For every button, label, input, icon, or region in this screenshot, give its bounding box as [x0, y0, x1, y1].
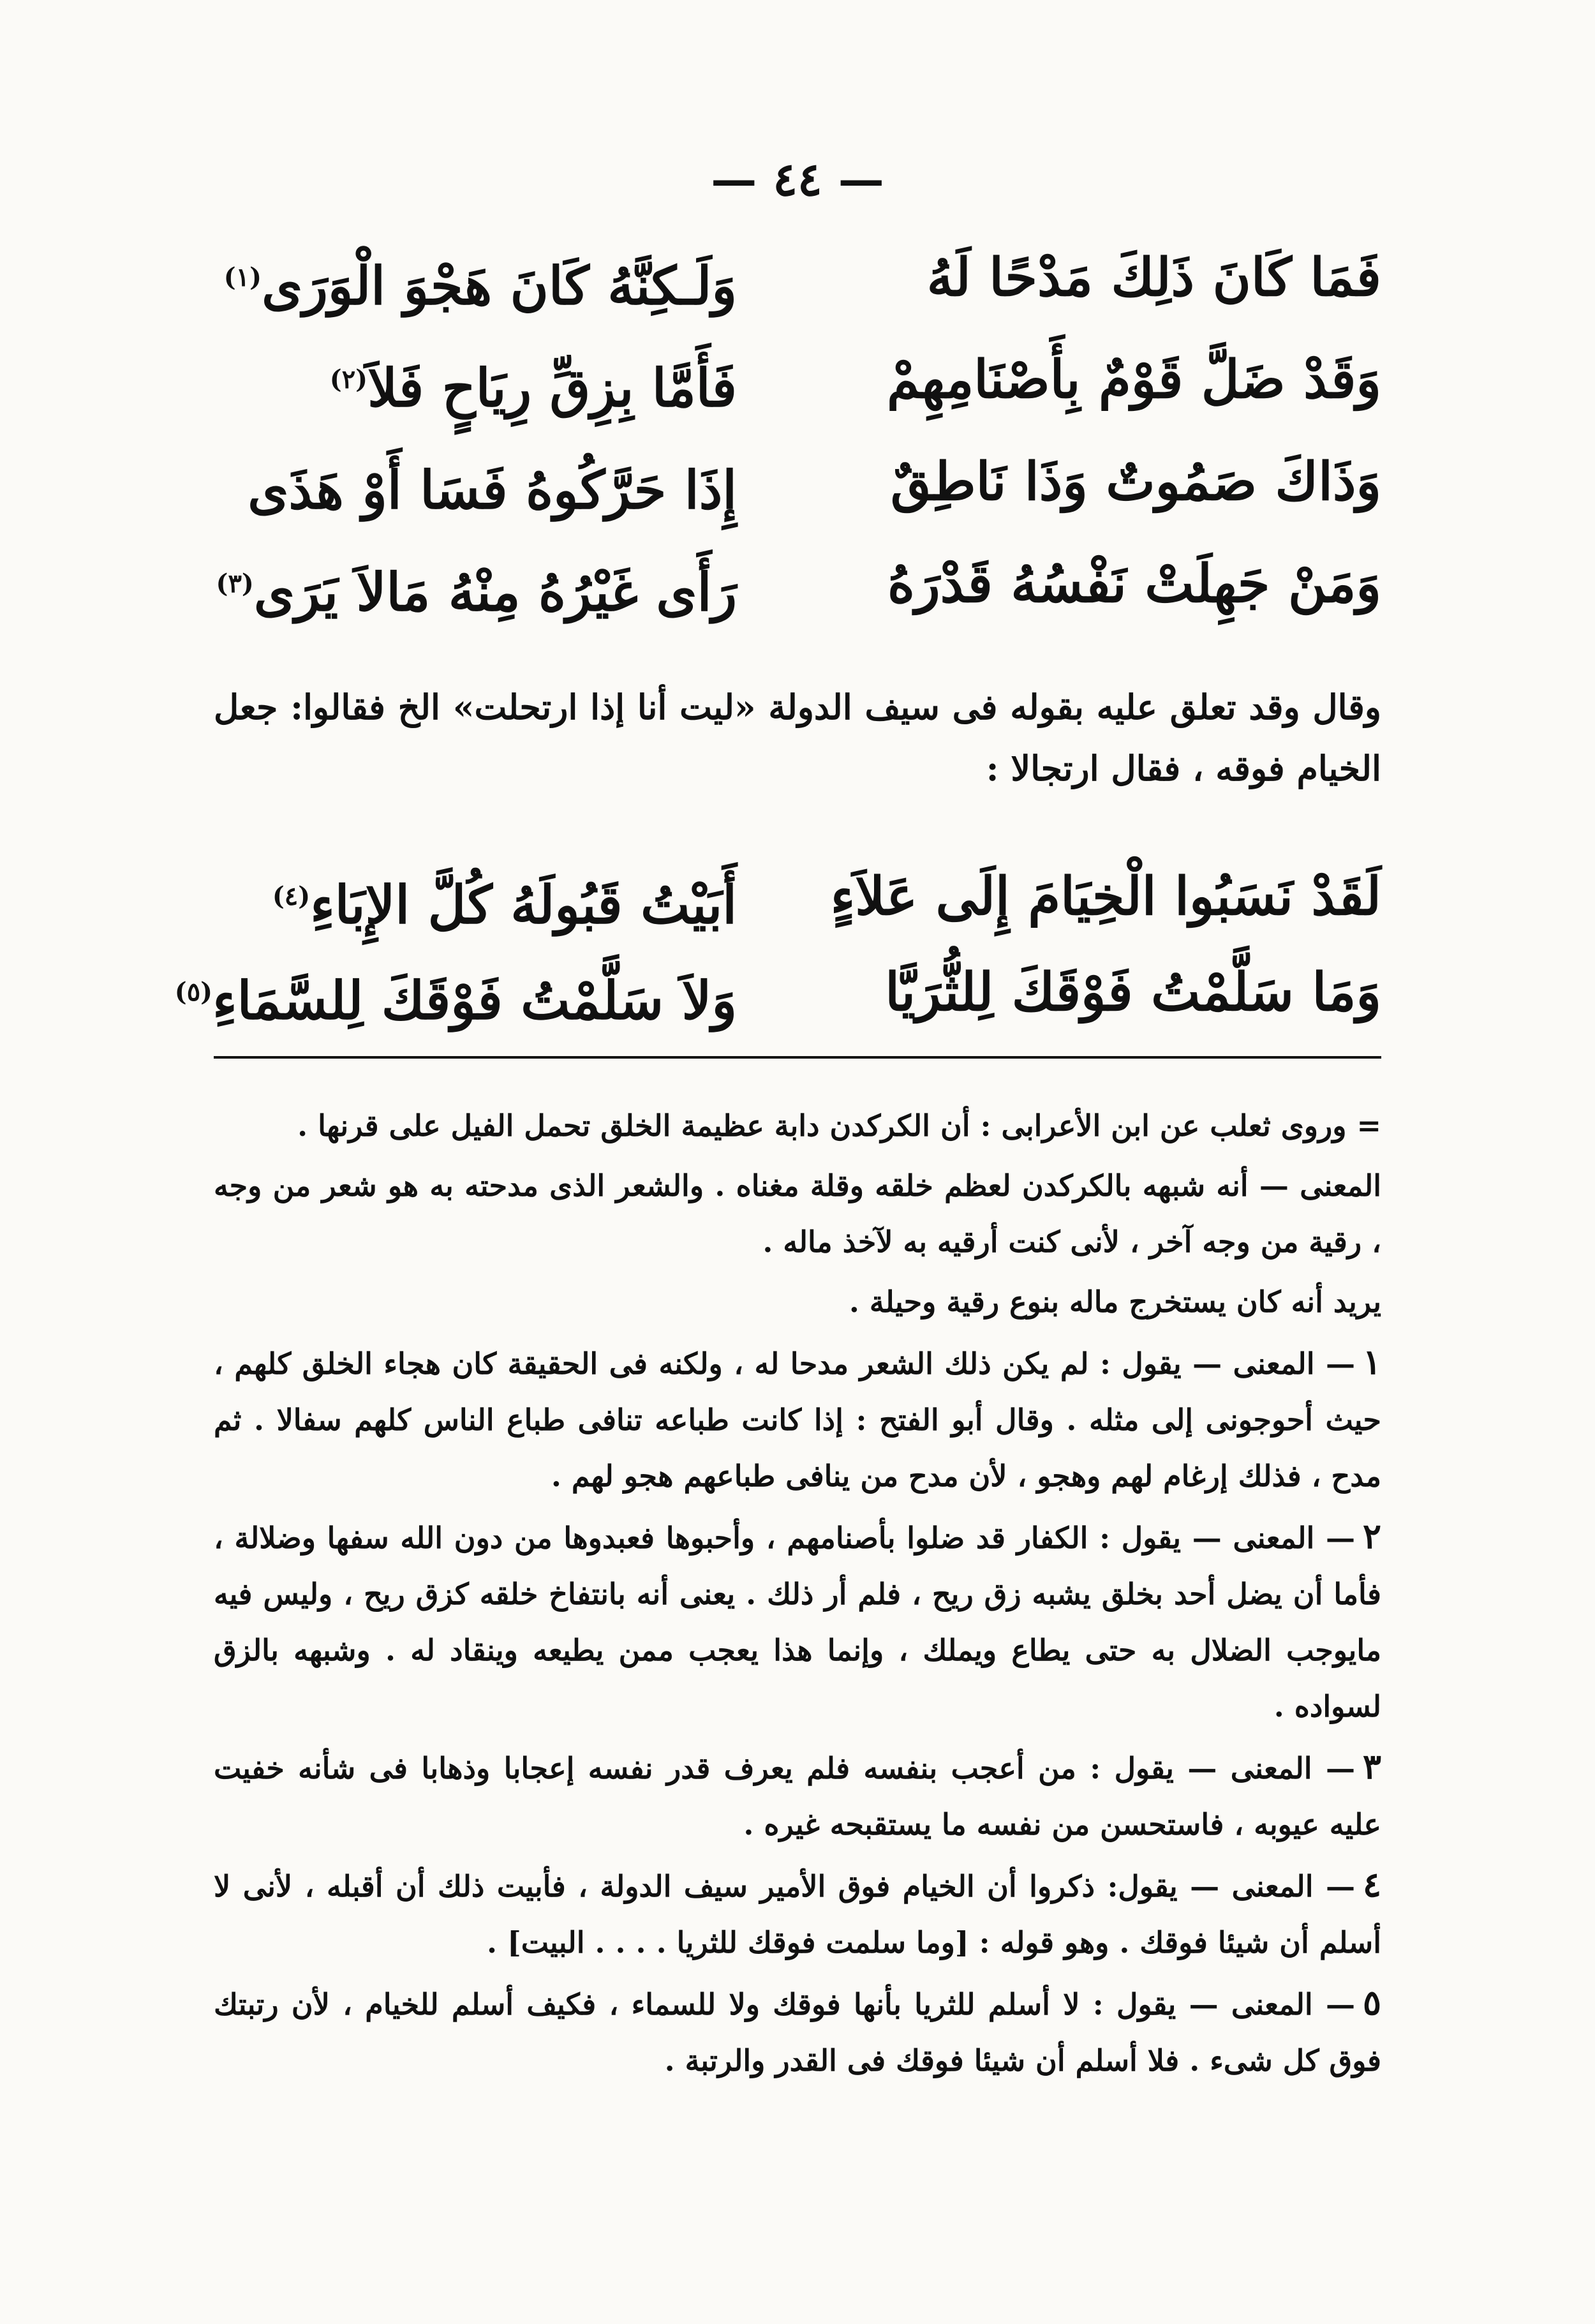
footnote-divider — [214, 1056, 1381, 1059]
hemistich-second: أَبَيْتُ قَبُولَهُ كُلَّ الإِبَاءِ$^{(٤)}$ — [272, 874, 737, 936]
verse — [214, 332, 1381, 428]
footnote-continued: المعنى — أنه شبهه بالكركدن لعظم خلقه وقلة مغناه . والشعر الذى مدحته به هو شعر من وجه ، رقية من وجه آخر ، لأنى كنت أرقيه به لآخذ ماله . — [214, 1168, 1382, 1259]
hemistich-first: وَذَاكَ صَمُوتٌ وَذَا نَاطِقٌ — [890, 451, 1381, 512]
footnote-ref: (٣) — [216, 569, 254, 599]
footnote-number: ١ — [1362, 1341, 1381, 1382]
footnote-continued: = وروى ثعلب عن ابن الأعرابى : أن الكركدن دابة عظيمة الخلق تحمل الفيل على قرنها . — [297, 1108, 1381, 1143]
footnote-continued: يريد أنه كان يستخرج ماله بنوع رقية وحيلة . — [849, 1285, 1381, 1319]
footnote-text: — المعنى — يقول : الكفار قد ضلوا بأصنامهم ، وأحبوها فعبدوها من دون الله سفها وضلالة ، فأما أن يضل أحد بخلق يشبه زق ريح ، فلم أر ذلك . يعنى أنه بانتفاخ خلقه كزق ريح ، وليس فيه مايوجب الضلال به حتى يطاع ويملك ، وإنما هذا يعجب ممن يطيعه وينقاد له . وشبهه بالزق لسواده . — [214, 1521, 1381, 1724]
page-number: — ٤٤ — — [711, 152, 884, 206]
footnote-item — [214, 1508, 1381, 1734]
footnote-number: ٤ — [1362, 1864, 1381, 1905]
hemistich-second: فَأَمَّا بِزِقِّ رِيَاحٍ فَلاَ$^{(٢)}$ — [329, 357, 737, 419]
footnote-number: ٢ — [1362, 1516, 1381, 1556]
footnote-text: — المعنى — يقول : من أعجب بنفسه فلم يعرف قدر نفسه إعجابا وذهابا فى شأنه خفيت عليه عيوبه ، فاستحسن من نفسه ما يستقبحه غيره . — [214, 1751, 1381, 1842]
verse — [214, 434, 1381, 530]
footnote-text: — المعنى — يقول : لا أسلم للثريا بأنها فوقك ولا للسماء ، فكيف أسلم للخيام ، لأن رتبتك فوق كل شىء . فلا أسلم أن شيئا فوقك فى القدر والرتبة . — [214, 1987, 1381, 2078]
footnote-text: — المعنى — يقول : لم يكن ذلك الشعر مدحا له ، ولكنه فى الحقيقة كان هجاء الخلق كلهم ، حيث أحوجونى إلى مثله . وقال أبو الفتح : إذا كانت طباعه تنافى طباع الناس كلهم سفالا . ثم مدح ، فذلك إرغام لهم وهجو ، لأن مدح من ينافى طباعهم هجو لهم . — [214, 1346, 1381, 1493]
verse — [214, 849, 1381, 944]
hemistich-first: وَمَا سَلَّمْتُ فَوْقَكَ لِلثُّرَيَّا — [885, 962, 1381, 1023]
footnote-text: — المعنى — يقول: ذكروا أن الخيام فوق الأمير سيف الدولة ، فأبيت ذلك أن أقبله ، لأنى لا أسلم أن شيئا فوقك . وهو قوله : [وما سلمت فوقك للثريا . . . . البيت] . — [214, 1869, 1381, 1960]
verse — [214, 536, 1381, 632]
hemistich-first: وَقَدْ ضَلَّ قَوْمٌ بِأَصْنَامِهِمْ — [887, 349, 1381, 410]
footnote-number: ٣ — [1362, 1746, 1381, 1787]
hemistich-second: رَأَى غَيْرُهُ مِنْهُ مَالاَ يَرَى$^{(٣)}$ — [216, 562, 737, 623]
hemistich-first: وَمَنْ جَهِلَتْ نَفْسُهُ قَدْرَهُ — [887, 553, 1381, 615]
hemistich-second: إِذَا حَرَّكُوهُ فَسَا أَوْ هَذَى — [248, 459, 737, 521]
footnote-ref: (٢) — [329, 364, 368, 394]
footnote-ref: (٤) — [272, 881, 311, 911]
verse — [214, 230, 1381, 325]
footnotes — [214, 1098, 1381, 2092]
prose-intro: وقال وقد تعلق عليه بقوله فى سيف الدولة «ليت أنا إذا ارتحلت» الخ فقالوا: جعل الخيام فوقه ، فقال ارتجالا : — [214, 687, 1381, 789]
footnote-ref: (٥) — [174, 977, 213, 1007]
footnote-item — [214, 1738, 1381, 1852]
hemistich-first: فَمَا كَانَ ذَلِكَ مَدْحًا لَهُ — [926, 247, 1381, 308]
hemistich-second: وَلَـكِنَّهُ كَانَ هَجْوَ الْوَرَى$^{(١)}$ — [223, 255, 737, 317]
footnote-item — [214, 1974, 1381, 2089]
footnote-number: ٥ — [1362, 1982, 1381, 2023]
hemistich-second: وَلاَ سَلَّمْتُ فَوْقَكَ لِلسَّمَاءِ$^{(٥)}$ — [174, 970, 737, 1032]
verse — [174, 944, 1381, 1040]
hemistich-first: لَقَدْ نَسَبُوا الْخِيَامَ إِلَى عَلاَءٍ — [830, 866, 1381, 927]
footnote-ref: (١) — [223, 262, 262, 292]
footnote-item — [214, 1856, 1381, 1970]
footnote-item — [214, 1334, 1381, 1504]
